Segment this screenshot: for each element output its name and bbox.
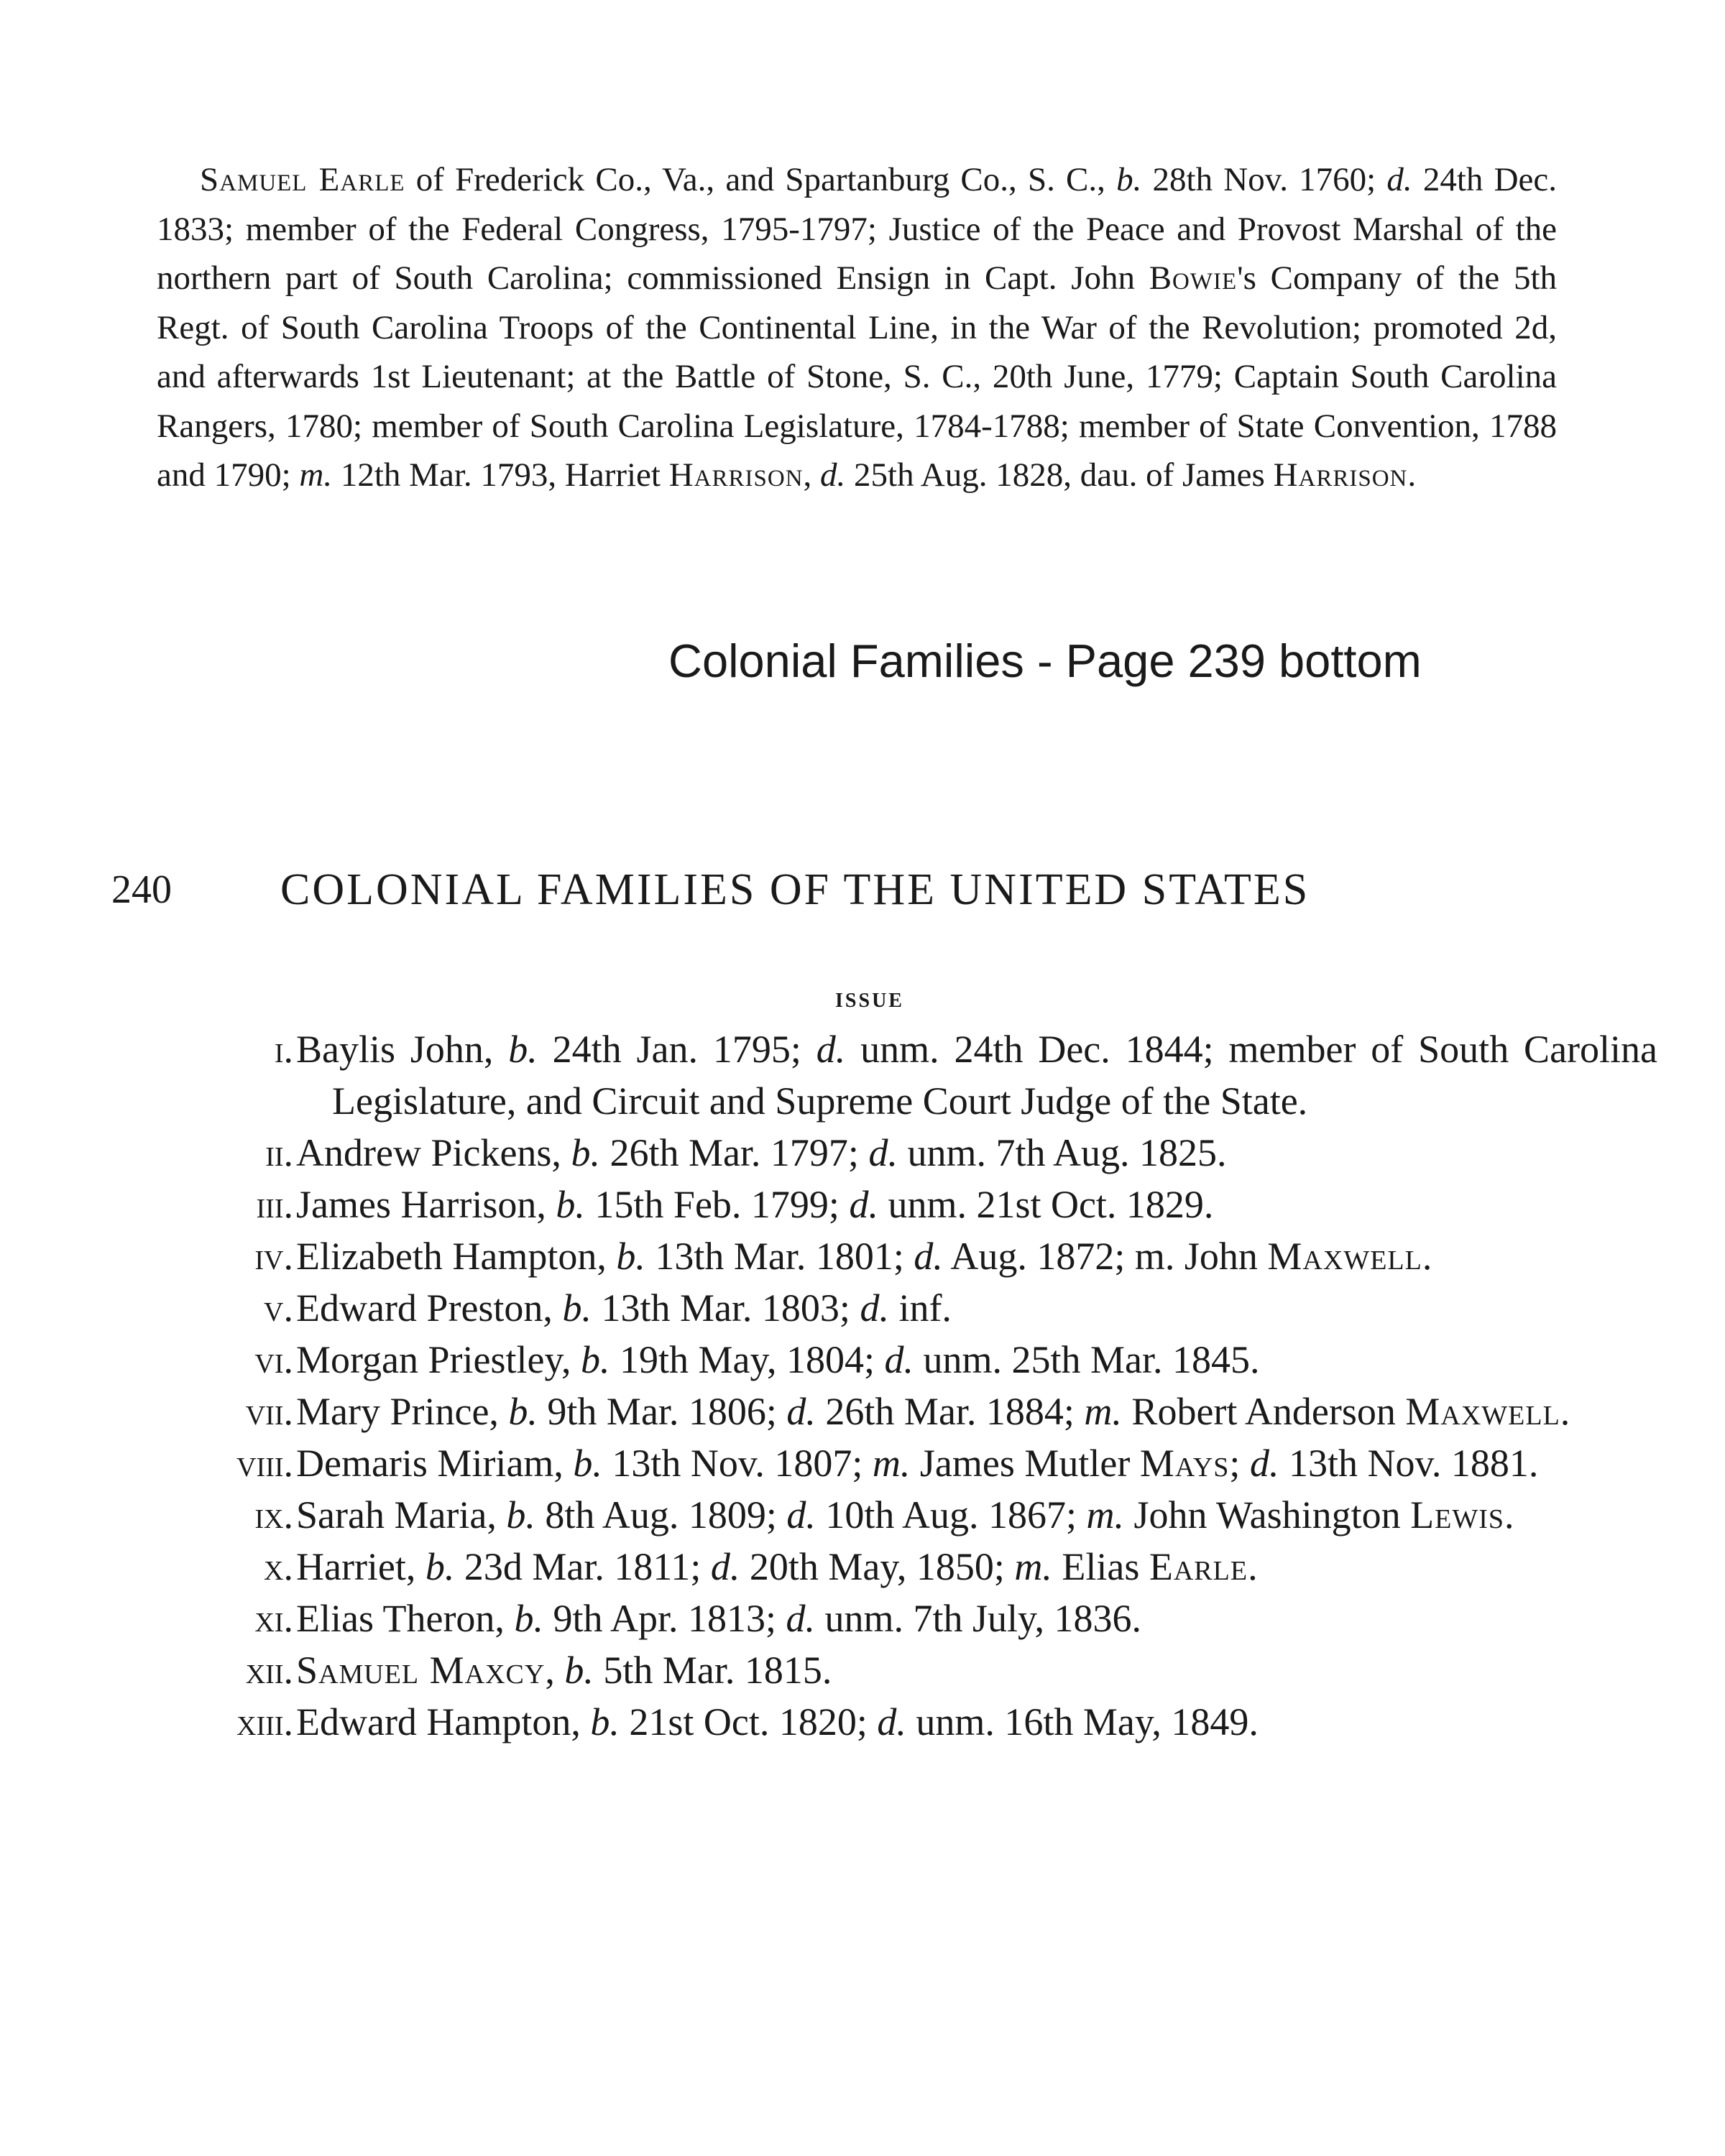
- abbrev: b.: [508, 1390, 538, 1433]
- text-segment: 26th Mar. 1884;: [815, 1390, 1085, 1433]
- text-segment: 15th Feb. 1799;: [584, 1183, 850, 1226]
- abbrev: d.: [816, 1028, 846, 1071]
- text-segment: Sarah Maria,: [296, 1493, 507, 1537]
- issue-entry: [0, 1023, 1725, 1127]
- text-segment: Andrew Pickens,: [296, 1131, 571, 1174]
- died-abbrev: d.: [1386, 161, 1412, 198]
- issue-text: [296, 1179, 1657, 1230]
- issue-numeral: i.: [274, 1028, 293, 1071]
- abbrev: b.: [508, 1028, 538, 1071]
- text-segment: unm. 16th May, 1849.: [906, 1700, 1259, 1743]
- text-segment: Edward Preston,: [296, 1286, 563, 1330]
- text-segment: 23d Mar. 1811;: [454, 1545, 711, 1588]
- text-segment: ;: [1229, 1442, 1250, 1485]
- text-segment: 19th May, 1804;: [610, 1338, 885, 1381]
- text-segment: .: [1504, 1493, 1514, 1537]
- text-segment: Mary Prince,: [296, 1390, 509, 1433]
- abbrev: b.: [580, 1338, 610, 1381]
- abbrev: b.: [571, 1131, 600, 1174]
- abbrev: d.: [786, 1493, 816, 1537]
- text-segment: 8th Aug. 1809;: [535, 1493, 787, 1537]
- surname: Lewis: [1410, 1493, 1504, 1537]
- abbrev: m.: [1014, 1545, 1052, 1588]
- abbrev: d.: [1249, 1442, 1279, 1485]
- bio-segment: ,: [803, 456, 821, 494]
- abbrev: b.: [564, 1649, 594, 1692]
- text-segment: 13th Mar. 1801;: [645, 1235, 914, 1278]
- issue-numeral: v.: [264, 1286, 293, 1330]
- issue-numeral: iv.: [254, 1235, 293, 1278]
- abbrev: b.: [562, 1286, 592, 1330]
- text-segment: Morgan Priestley,: [296, 1338, 581, 1381]
- text-segment: .: [1560, 1390, 1570, 1433]
- text-segment: 26th Mar. 1797;: [599, 1131, 869, 1174]
- biography-paragraph: [157, 155, 1557, 500]
- issue-list: [0, 1023, 1725, 1748]
- abbrev: b.: [556, 1183, 585, 1226]
- bio-segment: 12th Mar. 1793, Harriet: [332, 456, 669, 494]
- issue-text: [296, 1230, 1657, 1282]
- issue-numeral: viii.: [236, 1442, 293, 1485]
- issue-numeral: xii.: [245, 1649, 293, 1692]
- issue-text: [296, 1644, 1657, 1696]
- issue-entry: [0, 1437, 1725, 1489]
- abbrev: b.: [514, 1597, 543, 1640]
- issue-text: [296, 1696, 1657, 1748]
- text-segment: .: [1248, 1545, 1258, 1588]
- issue-numeral: ii.: [265, 1131, 293, 1174]
- surname: Harrison: [668, 456, 804, 494]
- text-segment: John Washington: [1123, 1493, 1411, 1537]
- text-segment: 9th Apr. 1813;: [543, 1597, 786, 1640]
- issue-entry: [0, 1386, 1725, 1437]
- text-segment: James Harrison,: [296, 1183, 556, 1226]
- abbrev: b.: [616, 1235, 645, 1278]
- text-segment: Harriet,: [296, 1545, 426, 1588]
- biography-text: [157, 155, 1557, 500]
- text-segment: 13th Nov. 1881.: [1279, 1442, 1539, 1485]
- text-segment: James Mutler: [910, 1442, 1140, 1485]
- abbrev: d.: [877, 1700, 906, 1743]
- issue-numeral: x.: [264, 1545, 293, 1588]
- issue-numeral: xi.: [254, 1597, 293, 1640]
- issue-text: [296, 1489, 1657, 1541]
- issue-numeral: vii.: [245, 1390, 293, 1433]
- issue-text: [296, 1127, 1657, 1179]
- text-segment: Edward Hampton,: [296, 1700, 591, 1743]
- abbrev: b.: [425, 1545, 455, 1588]
- surname: Harrison: [1273, 456, 1408, 494]
- text-segment: 9th Mar. 1806;: [537, 1390, 787, 1433]
- abbrev: b.: [590, 1700, 620, 1743]
- text-segment: 5th Mar. 1815.: [593, 1649, 832, 1692]
- married-abbrev: m.: [299, 456, 333, 494]
- abbrev: d.: [710, 1545, 740, 1588]
- issue-heading: issue: [835, 981, 904, 1013]
- running-head: COLONIAL FAMILIES OF THE UNITED STATES: [280, 865, 1310, 914]
- surname: Earle: [1149, 1545, 1248, 1588]
- bio-segment: of Frederick Co., Va., and Spartanburg Co., S. C.,: [405, 161, 1117, 198]
- bio-segment: 28th Nov. 1760;: [1141, 161, 1387, 198]
- abbrev: m.: [1084, 1390, 1122, 1433]
- text-segment: unm. 7th July, 1836.: [814, 1597, 1141, 1640]
- issue-entry: [0, 1230, 1725, 1282]
- text-segment: 13th Mar. 1803;: [591, 1286, 860, 1330]
- issue-numeral: iii.: [256, 1183, 293, 1226]
- died-abbrev: d.: [820, 456, 846, 494]
- text-segment: Elias: [1052, 1545, 1149, 1588]
- issue-entry: [0, 1489, 1725, 1541]
- issue-numeral: ix.: [254, 1493, 293, 1537]
- text-segment: Baylis John,: [296, 1028, 509, 1071]
- issue-entry: [0, 1179, 1725, 1230]
- surname: Maxwell: [1405, 1390, 1560, 1433]
- issue-entry: [0, 1127, 1725, 1179]
- issue-text: [296, 1023, 1657, 1127]
- text-segment: 20th May, 1850;: [740, 1545, 1015, 1588]
- abbrev: d.: [868, 1131, 898, 1174]
- abbrev: b.: [573, 1442, 602, 1485]
- issue-text: [296, 1593, 1657, 1644]
- text-segment: 21st Oct. 1820;: [619, 1700, 878, 1743]
- text-segment: inf.: [888, 1286, 952, 1330]
- issue-text: [296, 1437, 1657, 1489]
- abbrev: d.: [786, 1390, 816, 1433]
- born-abbrev: b.: [1116, 161, 1142, 198]
- issue-text: [296, 1541, 1657, 1593]
- page-number: 240: [111, 867, 172, 912]
- surname: Samuel Maxcy: [296, 1649, 546, 1692]
- bio-segment: 25th Aug. 1828, dau. of James: [845, 456, 1274, 494]
- abbrev: m.: [1086, 1493, 1124, 1537]
- bio-segment: .: [1407, 456, 1417, 494]
- surname: Maxwell: [1267, 1235, 1422, 1278]
- issue-text: [296, 1282, 1657, 1334]
- abbrev: d.: [849, 1183, 878, 1226]
- text-segment: .: [1422, 1235, 1432, 1278]
- text-segment: Robert Anderson: [1121, 1390, 1406, 1433]
- issue-numeral: xiii.: [236, 1700, 293, 1743]
- abbrev: m.: [872, 1442, 911, 1485]
- text-segment: Aug. 1872; m. John: [942, 1235, 1268, 1278]
- bio-segment: 24th Dec. 1833; member of the Federal Congress, 1795-1797; Justice of the Peace and Provost Marshal of the northern part of South Carolina; commissioned Ensign in Capt. John: [157, 161, 1557, 297]
- text-segment: Demaris Miriam,: [296, 1442, 574, 1485]
- issue-text: [296, 1386, 1657, 1437]
- issue-entry: [0, 1644, 1725, 1696]
- text-segment: unm. 21st Oct. 1829.: [878, 1183, 1214, 1226]
- abbrev: b.: [506, 1493, 535, 1537]
- page-caption: Colonial Families - Page 239 bottom: [668, 635, 1422, 687]
- issue-entry: [0, 1541, 1725, 1593]
- abbrev: d.: [860, 1286, 889, 1330]
- text-segment: ,: [545, 1649, 565, 1692]
- text-segment: unm. 25th Mar. 1845.: [913, 1338, 1260, 1381]
- issue-numeral: vi.: [254, 1338, 293, 1381]
- abbrev: d.: [786, 1597, 815, 1640]
- abbrev: d.: [884, 1338, 914, 1381]
- text-segment: unm. 7th Aug. 1825.: [897, 1131, 1227, 1174]
- text-segment: Elias Theron,: [296, 1597, 515, 1640]
- text-segment: Elizabeth Hampton,: [296, 1235, 617, 1278]
- surname: Bowie: [1149, 259, 1238, 297]
- subject-name: Samuel Earle: [200, 161, 405, 198]
- abbrev: d.: [914, 1235, 943, 1278]
- issue-entry: [0, 1593, 1725, 1644]
- text-segment: 24th Jan. 1795;: [537, 1028, 816, 1071]
- text-segment: unm. 24th Dec. 1844; member of South Carolina Legislature, and Circuit and Supreme Court Judge of the State.: [332, 1028, 1657, 1123]
- text-segment: 10th Aug. 1867;: [815, 1493, 1087, 1537]
- issue-entry: [0, 1696, 1725, 1748]
- bio-segment: 's Company of the 5th Regt. of South Carolina Troops of the Continental Line, in the War of the Revolution; promoted 2d, and afterwards 1st Lieutenant; at the Battle of Stone, S. C., 20th June, 1779; Captain South Carolina Rangers, 1780; member of South Carolina Legislature, 1784-1788; member of State Convention, 1788 and 1790;: [157, 259, 1558, 494]
- text-segment: 13th Nov. 1807;: [602, 1442, 873, 1485]
- issue-entry: [0, 1334, 1725, 1386]
- issue-entry: [0, 1282, 1725, 1334]
- surname: Mays: [1139, 1442, 1230, 1485]
- issue-text: [296, 1334, 1657, 1386]
